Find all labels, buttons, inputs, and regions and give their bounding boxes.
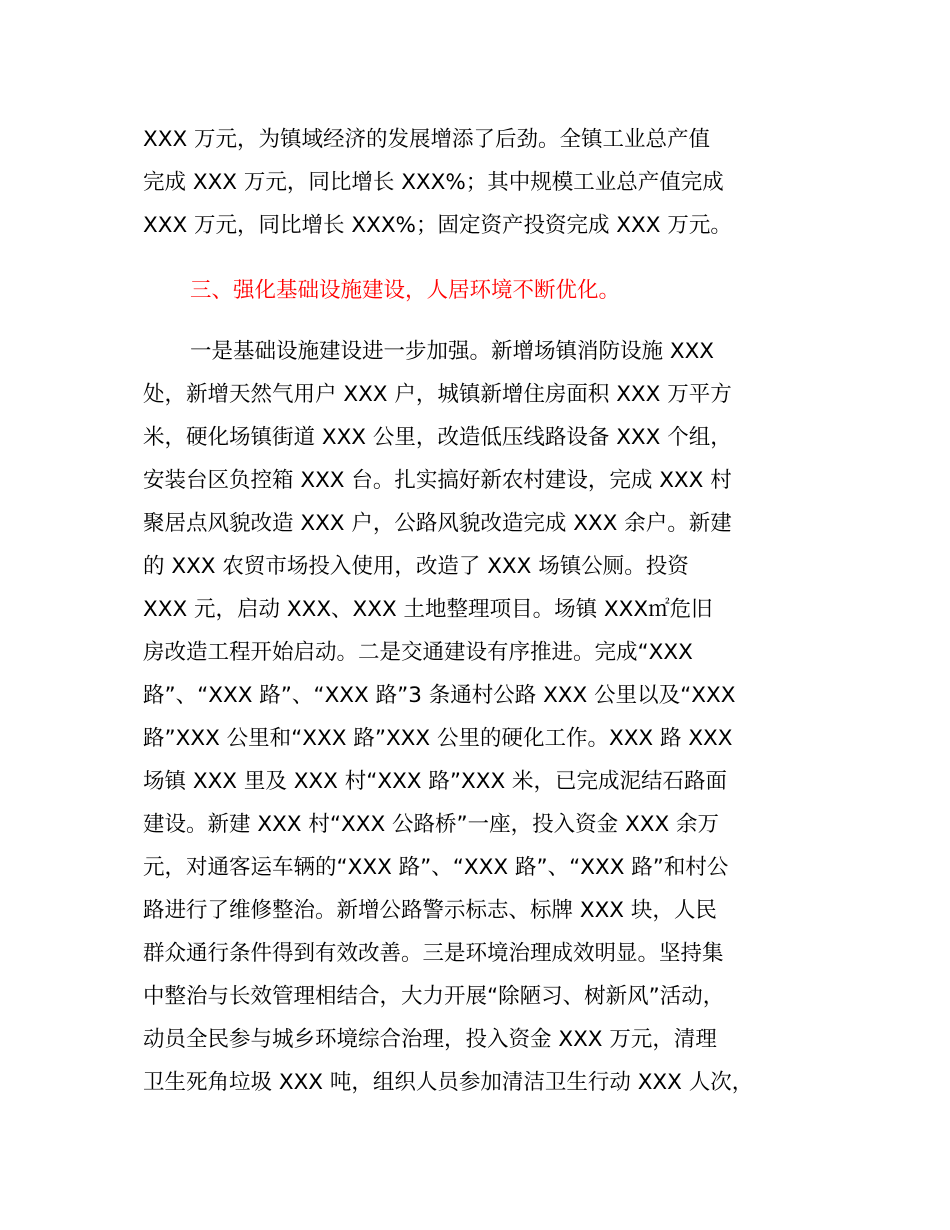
body-text-line: 房改造工程开始启动。二是交通建设有序推进。完成“XXX [143,640,693,665]
body-text-line: 的 XXX 农贸市场投入使用，改造了 XXX 场镇公厕。投资 [143,554,689,579]
body-text-line: 建设。新建 XXX 村“XXX 公路桥”一座，投入资金 XXX 余万 [143,812,720,837]
body-text-line: 完成 XXX 万元，同比增长 XXX%；其中规模工业总产值完成 [143,170,724,195]
body-text-line: XXX 万元，为镇域经济的发展增添了后劲。全镇工业总产值 [143,127,711,152]
body-text-line: 一是基础设施建设进一步加强。新增场镇消防设施 XXX [190,339,715,364]
body-text-line: 卫生死角垃圾 XXX 吨，组织人员参加清洁卫生行动 XXX 人次， [143,1070,754,1095]
section-heading: 三、强化基础设施建设，人居环境不断优化。 [190,278,621,303]
body-text-line: 路”XXX 公里和“XXX 路”XXX 公里的硬化工作。XXX 路 XXX [143,726,733,751]
body-text-line: 聚居点风貌改造 XXX 户，公路风貌改造完成 XXX 余户。新建 [143,511,732,536]
body-text-line: 场镇 XXX 里及 XXX 村“XXX 路”XXX 米，已完成泥结石路面 [143,769,728,794]
body-text-line: 处，新增天然气用户 XXX 户，城镇新增住房面积 XXX 万平方 [143,382,732,407]
body-text-line: 路”、“XXX 路”、“XXX 路”3 条通村公路 XXX 公里以及“XXX [143,683,736,708]
body-text-line: XXX 元，启动 XXX、XXX 土地整理项目。场镇 XXX㎡危旧 [143,597,713,622]
body-text-line: 安装台区负控箱 XXX 台。扎实搞好新农村建设，完成 XXX 村 [143,468,732,493]
body-text-line: 动员全民参与城乡环境综合治理，投入资金 XXX 万元，清理 [143,1027,717,1052]
body-text-line: 群众通行条件得到有效改善。三是环境治理成效明显。坚持集 [143,941,724,966]
body-text-line: XXX 万元，同比增长 XXX%；固定资产投资完成 XXX 万元。 [143,213,732,238]
body-text-line: 路进行了维修整治。新增公路警示标志、标牌 XXX 块，人民 [143,898,717,923]
body-text-line: 中整治与长效管理相结合，大力开展“除陋习、树新风”活动， [143,984,725,1009]
body-text-line: 米，硬化场镇街道 XXX 公里，改造低压线路设备 XXX 个组， [143,425,732,450]
body-text-line: 元，对通客运车辆的“XXX 路”、“XXX 路”、“XXX 路”和村公 [143,855,729,880]
